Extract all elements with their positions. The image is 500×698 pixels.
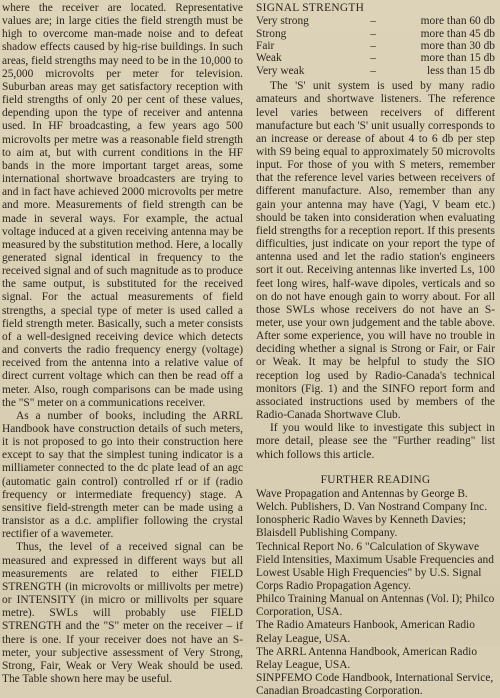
signal-level: Very strong (256, 15, 309, 28)
signal-level: Strong (256, 27, 287, 40)
body-paragraph: Thus, the level of a received signal can be measured and expressed in different ways but all measurements are related to either FIELD STRENGTH (in microvolts or millivolts per metre) or INTENSITY (in micro or millivolts per square metre). SWLs will probably use FIELD STRENGTH and the "S" meter on the receiver – if there is one. If your receiver does not have an S-meter, your subjective assessment of Very Strong, Strong, Fair, Weak or Very Weak should be used. The Table shown here may be useful. (2, 541, 243, 685)
signal-level: Very weak (256, 64, 305, 77)
table-row (256, 40, 495, 52)
signal-range: more than 15 db (420, 52, 495, 65)
reference-item: SINPFEMO Code Handbook, International Service, Canadian Broadcasting Corporation. (256, 672, 494, 698)
reference-item: Wave Propagation and Antennas by George B. Welch. Publishers, D. Van Nostrand Company Inc. (256, 487, 488, 514)
left-column (2, 2, 243, 686)
reference-item: Ionospheric Radio Waves by Kenneth Davies; Blaisdell Publishing Company. (256, 514, 466, 540)
signal-strength-table (256, 15, 495, 77)
reference-item: Philco Training Manual on Antennas (Vol. I); Philco Corporation, USA. (256, 593, 495, 619)
right-column (256, 2, 495, 698)
signal-dash: – (370, 39, 376, 52)
signal-dash: – (370, 27, 376, 40)
table-row (256, 52, 495, 64)
signal-range: more than 45 db (420, 27, 495, 40)
signal-dash: – (370, 64, 376, 77)
reference-item: The Radio Amateurs Hanbook, American Radio Relay League, USA. (256, 619, 475, 645)
table-row (256, 28, 495, 40)
body-paragraph: The 'S' unit system is used by many radio amateurs and shortwave listeners. The reference level varies between receivers of different manufacture but each 'S' unit usually corresponds to an increase or derease of about 4 to 6 db per step with S9 being equal to approximately 50 microvolts input. For those of you with S meters, remember that the reference level varies between receivers of different manufacture. Also, remember than any gain your antenna may have (Yagi, V beam etc.) should be taken into consideration when evaluating field strengths for a reception report. If this presents difficulties, just indicate on your report the type of antenna used and let the radio station's engineers sort it out. Receiving antennas like inverted Ls, 100 feet long wires, half-wave dipoles, verticals and so on do not have enough gain to worry about. For all those SWLs whose receivers do not have an S-meter, use your own judgement and the table above. After some experience, you will have no trouble in deciding whether a signal is Strong or Fair, or Fair or Weak. It may be helpful to study the SIO reception log used by Radio-Canada's technical monitors (Fig. 1) and the SINFO report form and associated instructions used by members of the Radio-Canada Shortwave Club. (256, 80, 495, 422)
table-row (256, 15, 495, 27)
signal-level: Fair (256, 39, 275, 52)
table-row (256, 65, 495, 77)
reference-item: Technical Report No. 6 "Calculation of Skywave Field Intensities, Maximum Usable Frequencies and Lowest Usable High Frequencies" by U.S. Signal Corps Radio Propagation Agency. (256, 540, 494, 592)
signal-range: more than 30 db (420, 39, 495, 52)
body-paragraph: If you would like to investigate this subject in more detail, please see the "Further reading" list which follows this article. (256, 422, 495, 461)
signal-level: Weak (256, 52, 282, 65)
body-paragraph: As a number of books, including the ARRL Handbook have construction details of such meters, it is not proposed to go into their construction here except to say that the simplest tuning indicator is a milliameter connected to the dc plate lead of an agc (automatic gain control) controlled rf or if (radio frequency or intermediate frequency) stage. A sensitive field-strength meter can be made using a transistor as a d.c. amplifier following the crystal rectifier of a wavemeter. (2, 409, 243, 541)
body-paragraph: where the receiver are located. Representative values are; in large cities the field strength must be high to overcome man-made noise and to defeat shadow effects caused by hig-rise buildings. In such areas, field strengths may need to be in the 10,000 to 25,000 microvolts per meter for television. Suburban areas may get satisfactory reception with field strengths of only 20 per cent of these values, depending upon the type of receiver and antenna used. In HF broadcasting, a few years ago 500 microvolts per metre was a reasonable field strength to aim at, but with current conditions in the HF bands in the more important target areas, some international shortwave broadcasters are trying to and in fact have achieved 2000 microvolts per metre and more. Measurements of field strength can be made in several ways. For example, the actual voltage induced at a given receiving antenna may be measured by the substitution method. Here, a locally generated signal identical in frequency to the received signal and of such magnitude as to produce the same output, is substituted for the received signal. For the actual measurements of field strengths, a special type of meter is used called a field strength meter. Basically, such a meter consists of a well-designed receiving device which detects and converts the radio frequency energy (voltage) received from the antenna into a relative value of direct current voltage which can then be read off a meter. Also, rough comparisons can be made using the "S" meter on a communications receiver. (2, 2, 243, 409)
signal-dash: – (370, 52, 376, 65)
signal-range: more than 60 db (420, 15, 495, 28)
signal-dash: – (370, 15, 376, 28)
reference-item: The ARRL Antenna Handbook, American Radio Relay League, USA. (256, 645, 478, 671)
further-reading-title: FURTHER READING (320, 473, 431, 486)
signal-range: less than 15 db (426, 64, 495, 77)
signal-strength-title: SIGNAL STRENGTH (256, 2, 365, 14)
